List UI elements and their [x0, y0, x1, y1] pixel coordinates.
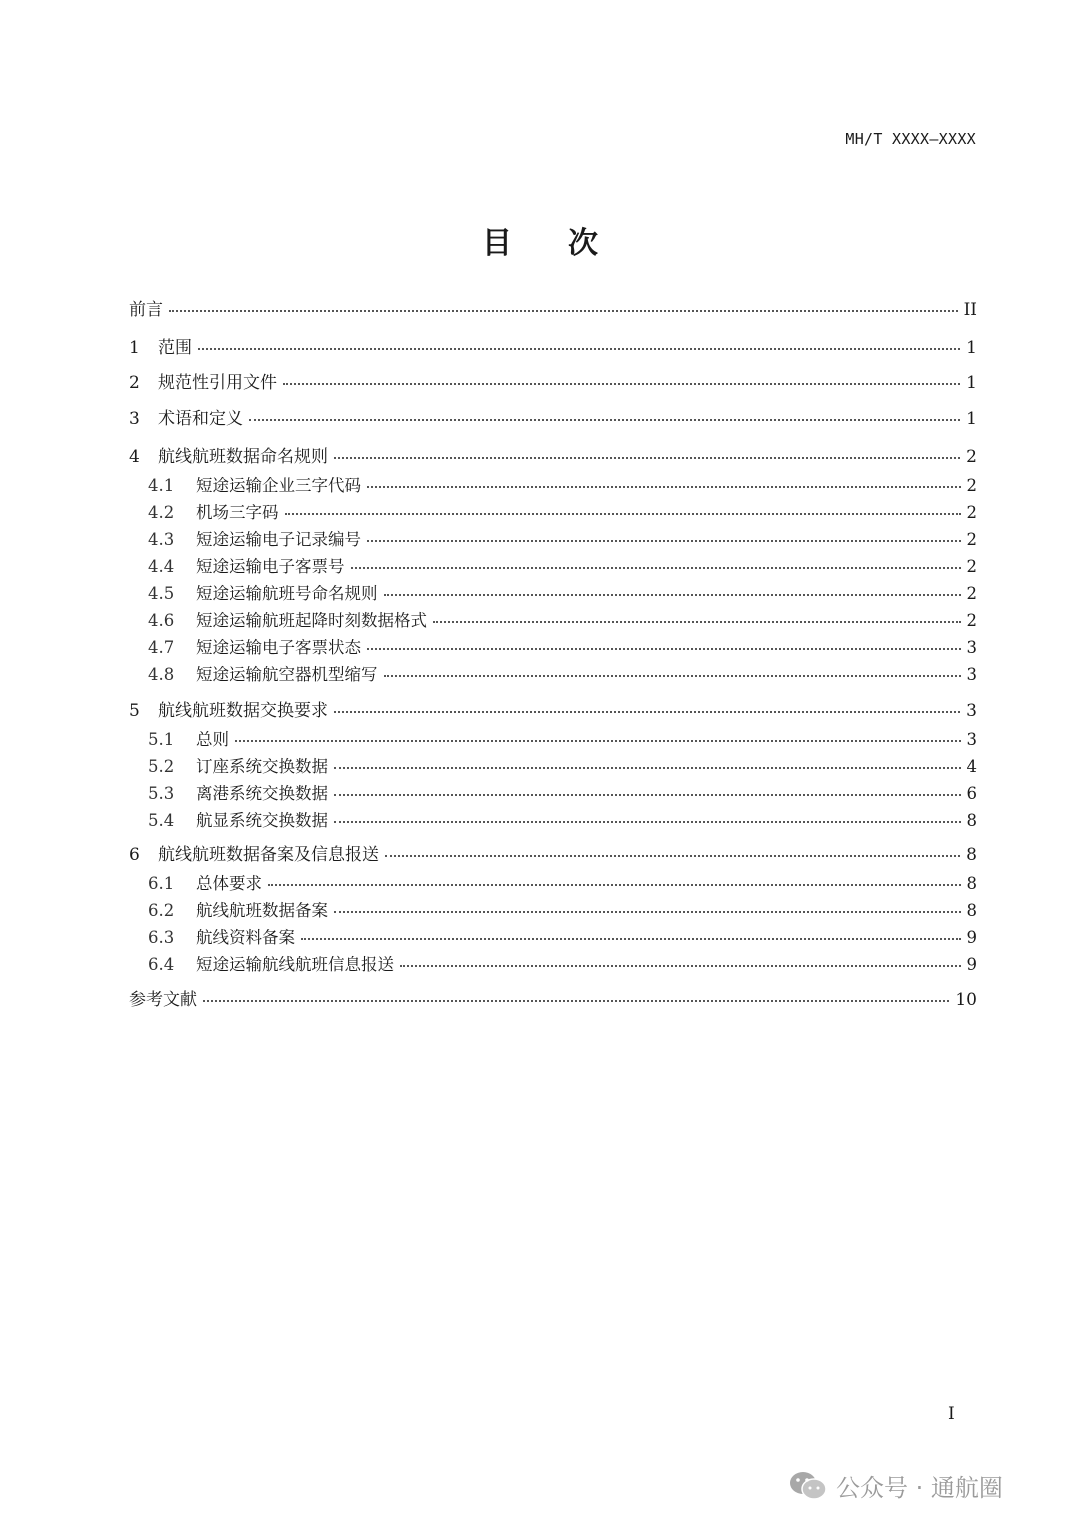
- toc-entry-page: 9: [966, 955, 977, 974]
- toc-entry-page: 8: [966, 874, 977, 893]
- toc-entry-label: 航线航班数据备案及信息报送: [158, 845, 379, 865]
- dot-leader: [367, 472, 961, 488]
- toc-entry[interactable]: [129, 756, 977, 778]
- toc-entry-page: 6: [966, 784, 977, 803]
- toc-entry-number: 4.7: [148, 638, 175, 657]
- toc-entry-label: 参考文献: [129, 990, 197, 1010]
- toc-entry-page: 1: [966, 373, 977, 393]
- toc-entry-label: 短途运输航班起降时刻数据格式: [196, 611, 427, 630]
- toc-entry-label: 前言: [129, 300, 163, 320]
- toc-entry[interactable]: [129, 954, 977, 976]
- toc-entry-number: 6: [129, 845, 140, 865]
- toc-entry[interactable]: [129, 900, 977, 922]
- toc-entry-number: 6.3: [148, 928, 175, 947]
- toc-entry-number: 5: [129, 701, 140, 721]
- toc-entry-label: 短途运输电子记录编号: [196, 530, 361, 549]
- toc-entry-page: 2: [966, 476, 977, 495]
- dot-leader: [385, 841, 960, 857]
- dot-leader: [268, 870, 961, 886]
- wechat-icon: [788, 1470, 828, 1502]
- toc-entry-number: 4.1: [148, 476, 175, 495]
- dot-leader: [400, 951, 961, 967]
- toc-entry-label: 术语和定义: [158, 409, 243, 429]
- dot-leader: [334, 697, 960, 713]
- toc-entry[interactable]: [129, 873, 977, 895]
- toc-entry-number: 4.2: [148, 503, 175, 522]
- toc-entry-page: 8: [966, 901, 977, 920]
- title-char-2: 次: [568, 226, 598, 261]
- toc-entry[interactable]: [129, 583, 977, 605]
- watermark: [788, 1468, 1003, 1503]
- toc-entry-label: 短途运输电子客票状态: [196, 638, 361, 657]
- dot-leader: [334, 897, 961, 913]
- dot-leader: [169, 296, 958, 312]
- toc-entry-page: 3: [966, 665, 977, 684]
- toc-entry-label: 航显系统交换数据: [196, 811, 328, 830]
- toc-entry-label: 航线航班数据备案: [196, 901, 328, 920]
- toc-entry-number: 4.3: [148, 530, 175, 549]
- dot-leader: [249, 405, 960, 421]
- toc-entry[interactable]: [129, 529, 977, 551]
- toc-entry-number: 6.4: [148, 955, 175, 974]
- toc-entry-number: 4.6: [148, 611, 175, 630]
- dot-leader: [433, 607, 961, 623]
- toc-entry-number: 5.4: [148, 811, 175, 830]
- toc-entry-page: II: [963, 300, 977, 320]
- dot-leader: [235, 726, 961, 742]
- dot-leader: [283, 369, 960, 385]
- toc-entry-label: 规范性引用文件: [158, 373, 277, 393]
- toc-entry-page: 3: [966, 730, 977, 749]
- toc-entry-number: 6.1: [148, 874, 175, 893]
- toc-entry[interactable]: [129, 408, 977, 430]
- toc-entry[interactable]: [129, 637, 977, 659]
- toc-entry-number: 1: [129, 338, 140, 358]
- toc-entry[interactable]: [129, 446, 977, 468]
- dot-leader: [384, 580, 961, 596]
- toc-entry[interactable]: [129, 337, 977, 359]
- toc-entry-label: 航线资料备案: [196, 928, 295, 947]
- toc-entry-number: 5.2: [148, 757, 175, 776]
- toc-entry[interactable]: [129, 700, 977, 722]
- toc-entry-page: 2: [966, 503, 977, 522]
- toc-entry-number: 3: [129, 409, 140, 429]
- toc-entry-page: 1: [966, 338, 977, 358]
- toc-entry[interactable]: [129, 810, 977, 832]
- toc-entry[interactable]: [129, 299, 977, 321]
- toc-entry-page: 3: [966, 701, 977, 721]
- toc-entry-page: 3: [966, 638, 977, 657]
- toc-entry-label: 短途运输电子客票号: [196, 557, 345, 576]
- dot-leader: [384, 661, 961, 677]
- toc-entry-page: 2: [966, 530, 977, 549]
- dot-leader: [334, 753, 961, 769]
- toc-entry-page: 2: [966, 447, 977, 467]
- watermark-text: 公众号 · 通航圈: [836, 1474, 1003, 1502]
- dot-leader: [203, 986, 949, 1002]
- toc-entry-number: 4.4: [148, 557, 175, 576]
- toc-entry-label: 短途运输航线航班信息报送: [196, 955, 394, 974]
- dot-leader: [367, 526, 961, 542]
- toc-entry-label: 范围: [158, 338, 192, 358]
- toc-entry-label: 离港系统交换数据: [196, 784, 328, 803]
- toc-entry-page: 10: [955, 990, 977, 1010]
- toc-entry-label: 航线航班数据交换要求: [158, 701, 328, 721]
- toc-entry[interactable]: [129, 844, 977, 866]
- page-title: [0, 218, 1080, 262]
- toc-entry[interactable]: [129, 475, 977, 497]
- dot-leader: [334, 807, 961, 823]
- toc-entry-label: 总则: [196, 730, 229, 749]
- dot-leader: [198, 334, 960, 350]
- toc-entry[interactable]: [129, 556, 977, 578]
- toc-entry-label: 航线航班数据命名规则: [158, 447, 328, 467]
- dot-leader: [367, 634, 961, 650]
- toc-entry-number: 5.3: [148, 784, 175, 803]
- toc-entry-page: 9: [966, 928, 977, 947]
- toc-entry-number: 4.5: [148, 584, 175, 603]
- toc-entry-number: 6.2: [148, 901, 175, 920]
- dot-leader: [301, 924, 961, 940]
- toc-entry-page: 4: [966, 757, 977, 776]
- dot-leader: [334, 443, 960, 459]
- toc-entry[interactable]: [129, 664, 977, 686]
- toc-entry-label: 总体要求: [196, 874, 262, 893]
- dot-leader: [351, 553, 961, 569]
- toc-entry-label: 短途运输企业三字代码: [196, 476, 361, 495]
- toc-entry-page: 8: [966, 811, 977, 830]
- page-number: I: [948, 1404, 955, 1424]
- toc-entry[interactable]: [129, 372, 977, 394]
- toc-entry[interactable]: [129, 502, 977, 524]
- toc-entry-page: 8: [966, 845, 977, 865]
- dot-leader: [285, 499, 961, 515]
- toc-entry-label: 短途运输航空器机型缩写: [196, 665, 378, 684]
- title-char-1: 目: [482, 226, 512, 261]
- toc-entry[interactable]: [129, 989, 977, 1011]
- toc-entry-label: 订座系统交换数据: [196, 757, 328, 776]
- document-code: MH/T XXXX—XXXX: [845, 130, 976, 148]
- toc-entry-page: 2: [966, 584, 977, 603]
- toc-entry[interactable]: [129, 783, 977, 805]
- toc-entry[interactable]: [129, 729, 977, 751]
- toc-entry[interactable]: [129, 927, 977, 949]
- toc-entry-number: 5.1: [148, 730, 175, 749]
- toc-entry-number: 4.8: [148, 665, 175, 684]
- toc-entry-page: 1: [966, 409, 977, 429]
- toc-entry[interactable]: [129, 610, 977, 632]
- toc-entry-page: 2: [966, 557, 977, 576]
- toc-entry-label: 短途运输航班号命名规则: [196, 584, 378, 603]
- dot-leader: [334, 780, 961, 796]
- toc-entry-page: 2: [966, 611, 977, 630]
- toc-entry-number: 2: [129, 373, 140, 393]
- toc-entry-number: 4: [129, 447, 140, 467]
- toc-entry-label: 机场三字码: [196, 503, 279, 522]
